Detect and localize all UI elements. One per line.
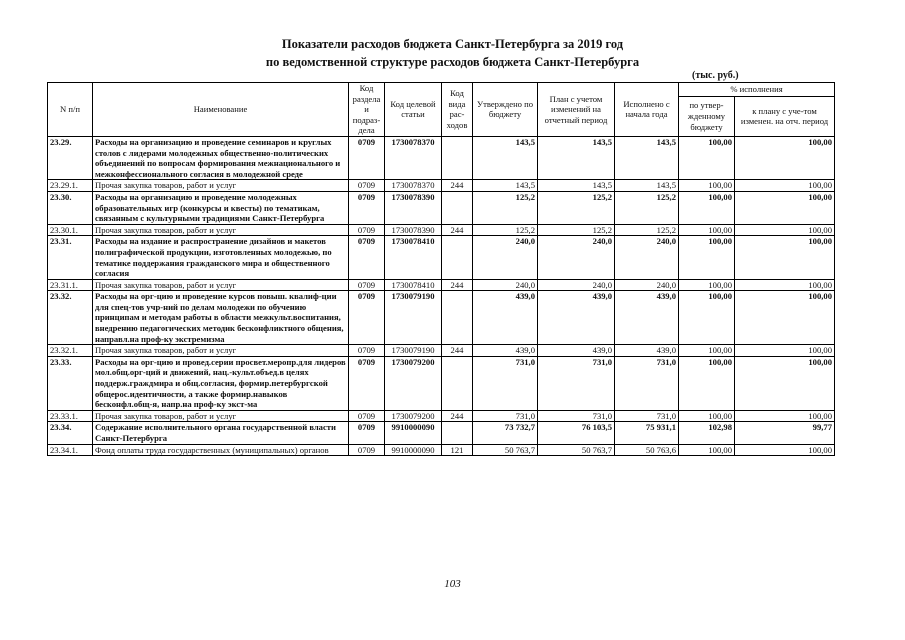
row-plan: 143,5: [538, 136, 615, 179]
row-plan: 50 763,7: [538, 444, 615, 456]
table-row: [48, 180, 835, 192]
row-vid-code: [442, 422, 473, 444]
row-razdel-code: 0709: [349, 444, 385, 456]
row-executed: 731,0: [615, 410, 679, 422]
row-statya-code: 1730079200: [385, 356, 442, 410]
header-percent-plan: к плану с уче-том изменен. на отч. период: [735, 96, 835, 136]
row-plan: 240,0: [538, 279, 615, 291]
header-vid: Код вида рас-ходов: [442, 83, 473, 137]
row-percent-approved: 100,00: [679, 191, 735, 224]
row-executed: 439,0: [615, 291, 679, 345]
row-executed: 143,5: [615, 180, 679, 192]
page-number: 103: [444, 578, 461, 590]
row-statya-code: 1730078410: [385, 279, 442, 291]
row-number: 23.31.: [48, 236, 93, 279]
header-executed: Исполнено с начала года: [615, 83, 679, 137]
row-name: Прочая закупка товаров, работ и услуг: [93, 180, 349, 192]
row-vid-code: 244: [442, 224, 473, 236]
row-executed: 240,0: [615, 236, 679, 279]
table-row: [48, 410, 835, 422]
row-executed: 731,0: [615, 356, 679, 410]
row-razdel-code: 0709: [349, 422, 385, 444]
row-name: Прочая закупка товаров, работ и услуг: [93, 410, 349, 422]
row-percent-approved: 100,00: [679, 180, 735, 192]
header-statya: Код целевой статьи: [385, 83, 442, 137]
row-executed: 240,0: [615, 279, 679, 291]
table-row: [48, 191, 835, 224]
row-statya-code: 1730078410: [385, 236, 442, 279]
header-num: N п/п: [48, 83, 93, 137]
row-statya-code: 1730078390: [385, 191, 442, 224]
row-razdel-code: 0709: [349, 136, 385, 179]
row-percent-plan: 100,00: [735, 236, 835, 279]
row-approved: 731,0: [473, 410, 538, 422]
row-vid-code: 244: [442, 180, 473, 192]
row-statya-code: 1730078370: [385, 136, 442, 179]
row-number: 23.32.1.: [48, 345, 93, 357]
report-subtitle: по ведомственной структуре расходов бюджета Санкт-Петербурга: [265, 55, 640, 69]
table-row: [48, 345, 835, 357]
row-plan: 439,0: [538, 291, 615, 345]
table-row: [48, 279, 835, 291]
row-number: 23.30.: [48, 191, 93, 224]
table-row: [48, 291, 835, 345]
row-number: 23.30.1.: [48, 224, 93, 236]
table-row: [48, 224, 835, 236]
row-razdel-code: 0709: [349, 345, 385, 357]
header-razdel: Код раздела и подраз-дела: [349, 83, 385, 137]
row-vid-code: [442, 291, 473, 345]
row-percent-approved: 100,00: [679, 224, 735, 236]
row-plan: 76 103,5: [538, 422, 615, 444]
row-approved: 439,0: [473, 345, 538, 357]
row-approved: 439,0: [473, 291, 538, 345]
row-executed: 75 931,1: [615, 422, 679, 444]
row-percent-plan: 100,00: [735, 444, 835, 456]
row-name: Фонд оплаты труда государственных (муниципальных) органов: [93, 444, 349, 456]
row-vid-code: 121: [442, 444, 473, 456]
row-vid-code: [442, 236, 473, 279]
units-label: (тыс. руб.): [692, 70, 739, 81]
row-percent-plan: 99,77: [735, 422, 835, 444]
row-percent-plan: 100,00: [735, 291, 835, 345]
row-percent-plan: 100,00: [735, 180, 835, 192]
row-vid-code: 244: [442, 410, 473, 422]
header-name: Наименование: [93, 83, 349, 137]
row-name: Прочая закупка товаров, работ и услуг: [93, 224, 349, 236]
row-number: 23.31.1.: [48, 279, 93, 291]
row-vid-code: [442, 136, 473, 179]
row-statya-code: 9910000090: [385, 422, 442, 444]
report-title: Показатели расходов бюджета Санкт-Петербурга за 2019 год: [281, 37, 624, 51]
header-percent-approved: по утвер-жденному бюджету: [679, 96, 735, 136]
expenditure-table: [47, 82, 835, 456]
row-number: 23.34.1.: [48, 444, 93, 456]
row-razdel-code: 0709: [349, 291, 385, 345]
row-statya-code: 9910000090: [385, 444, 442, 456]
row-executed: 125,2: [615, 224, 679, 236]
row-approved: 731,0: [473, 356, 538, 410]
row-plan: 240,0: [538, 236, 615, 279]
row-plan: 143,5: [538, 180, 615, 192]
row-name: Расходы на орг-цию и проведение курсов повыш. квалиф-ции для спец-тов учр-ний по делам молодежи по обучению принципам и методам работы в области межкульт.воспитания, внедрению педагогических методик бесконфликтного общения, направл.на проф-ку экстремизма: [93, 291, 349, 345]
row-name: Расходы на организацию и проведение семинаров и круглых столов с лидерами молодежных общественно-политических объединений по вопросам формирования межнационального и межконфессионального согласия в молодежной среде: [93, 136, 349, 179]
row-name: Содержание исполнительного органа государственной власти Санкт-Петербурга: [93, 422, 349, 444]
row-razdel-code: 0709: [349, 410, 385, 422]
row-executed: 439,0: [615, 345, 679, 357]
row-percent-approved: 100,00: [679, 410, 735, 422]
row-number: 23.32.: [48, 291, 93, 345]
row-name: Расходы на организацию и проведение молодежных образовательных игр (конкурсы и квесты) по тематикам, связанным с культурными традициями Санкт-Петербурга: [93, 191, 349, 224]
row-executed: 143,5: [615, 136, 679, 179]
row-approved: 50 763,7: [473, 444, 538, 456]
row-percent-approved: 100,00: [679, 444, 735, 456]
row-plan: 439,0: [538, 345, 615, 357]
row-razdel-code: 0709: [349, 356, 385, 410]
row-vid-code: [442, 356, 473, 410]
row-plan: 731,0: [538, 356, 615, 410]
row-approved: 125,2: [473, 191, 538, 224]
header-percent-group: % исполнения: [679, 83, 835, 97]
row-vid-code: 244: [442, 345, 473, 357]
row-percent-plan: 100,00: [735, 279, 835, 291]
row-statya-code: 1730078390: [385, 224, 442, 236]
row-percent-approved: 100,00: [679, 345, 735, 357]
row-razdel-code: 0709: [349, 224, 385, 236]
row-statya-code: 1730078370: [385, 180, 442, 192]
row-approved: 143,5: [473, 180, 538, 192]
row-executed: 50 763,6: [615, 444, 679, 456]
row-razdel-code: 0709: [349, 180, 385, 192]
row-razdel-code: 0709: [349, 279, 385, 291]
row-vid-code: 244: [442, 279, 473, 291]
row-plan: 125,2: [538, 224, 615, 236]
table-row: [48, 444, 835, 456]
row-percent-plan: 100,00: [735, 410, 835, 422]
row-percent-plan: 100,00: [735, 136, 835, 179]
row-approved: 240,0: [473, 236, 538, 279]
row-statya-code: 1730079190: [385, 345, 442, 357]
row-razdel-code: 0709: [349, 191, 385, 224]
row-vid-code: [442, 191, 473, 224]
row-name: Прочая закупка товаров, работ и услуг: [93, 345, 349, 357]
row-percent-plan: 100,00: [735, 224, 835, 236]
row-name: Расходы на орг-цию и провед.серии просвет.меропр.для лидеров мол.общ.орг-ций и движений, нац.-культ.объед.в целях поддерж.граждмира и общ.согласия, формир.петербургской общерос.идентичности, а также формир.навыков бесконфл.общ-я, напр.на проф-ку экст-ма: [93, 356, 349, 410]
row-plan: 125,2: [538, 191, 615, 224]
row-approved: 125,2: [473, 224, 538, 236]
row-name: Прочая закупка товаров, работ и услуг: [93, 279, 349, 291]
row-number: 23.33.1.: [48, 410, 93, 422]
header-plan: План с учетом изменений на отчетный период: [538, 83, 615, 137]
row-statya-code: 1730079200: [385, 410, 442, 422]
row-number: 23.29.1.: [48, 180, 93, 192]
table-row: [48, 356, 835, 410]
row-percent-approved: 100,00: [679, 279, 735, 291]
table-row: [48, 236, 835, 279]
row-percent-approved: 102,98: [679, 422, 735, 444]
row-percent-approved: 100,00: [679, 356, 735, 410]
row-percent-plan: 100,00: [735, 191, 835, 224]
row-statya-code: 1730079190: [385, 291, 442, 345]
table-row: [48, 136, 835, 179]
row-approved: 143,5: [473, 136, 538, 179]
row-percent-approved: 100,00: [679, 291, 735, 345]
row-percent-approved: 100,00: [679, 136, 735, 179]
row-plan: 731,0: [538, 410, 615, 422]
row-executed: 125,2: [615, 191, 679, 224]
row-number: 23.33.: [48, 356, 93, 410]
row-name: Расходы на издание и распространение дизайнов и макетов полиграфической продукции, изготовленных молодежью, по тематике поддержания гражданского мира и общественного согласия: [93, 236, 349, 279]
row-number: 23.34.: [48, 422, 93, 444]
row-number: 23.29.: [48, 136, 93, 179]
row-razdel-code: 0709: [349, 236, 385, 279]
row-approved: 240,0: [473, 279, 538, 291]
row-approved: 73 732,7: [473, 422, 538, 444]
header-approved: Утверждено по бюджету: [473, 83, 538, 137]
row-percent-plan: 100,00: [735, 356, 835, 410]
row-percent-plan: 100,00: [735, 345, 835, 357]
table-row: [48, 422, 835, 444]
row-percent-approved: 100,00: [679, 236, 735, 279]
